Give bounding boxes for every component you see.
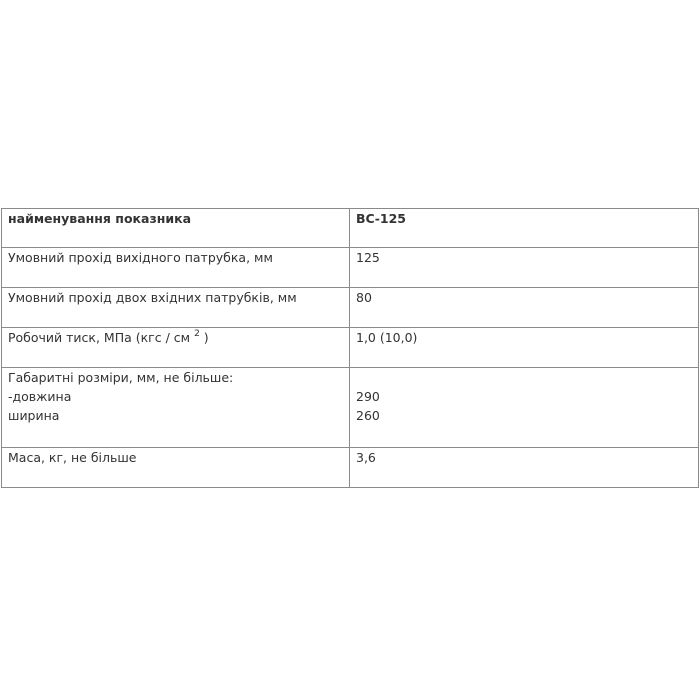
value-line: 290 — [356, 389, 380, 404]
table-row — [2, 448, 699, 488]
value-cell: 1,0 (10,0) — [350, 328, 699, 368]
table-row — [2, 328, 699, 368]
value-cell — [350, 368, 699, 448]
value-line: 260 — [356, 408, 380, 423]
table-row — [2, 288, 699, 328]
value-cell: 3,6 — [350, 448, 699, 488]
value-cell: 125 — [350, 248, 699, 288]
superscript: 2 — [194, 329, 200, 339]
table-header-row — [2, 209, 699, 248]
table-row — [2, 248, 699, 288]
parameter-line: ширина — [8, 408, 60, 423]
parameter-text: Робочий тиск, МПа (кгс / см — [8, 330, 191, 345]
header-parameter-name: найменування показника — [2, 209, 350, 248]
parameter-line: Габаритні розміри, мм, не більше: — [8, 370, 234, 385]
parameter-cell — [2, 368, 350, 448]
header-model: ВС-125 — [350, 209, 699, 248]
parameter-cell — [2, 328, 350, 368]
parameter-text-suffix: ) — [203, 330, 209, 345]
table-row — [2, 368, 699, 448]
parameter-line: -довжина — [8, 389, 72, 404]
value-cell: 80 — [350, 288, 699, 328]
parameter-cell: Умовний прохід двох вхідних патрубків, мм — [2, 288, 350, 328]
parameter-cell: Умовний прохід вихідного патрубка, мм — [2, 248, 350, 288]
parameter-cell: Маса, кг, не більше — [2, 448, 350, 488]
specifications-table — [1, 208, 699, 488]
